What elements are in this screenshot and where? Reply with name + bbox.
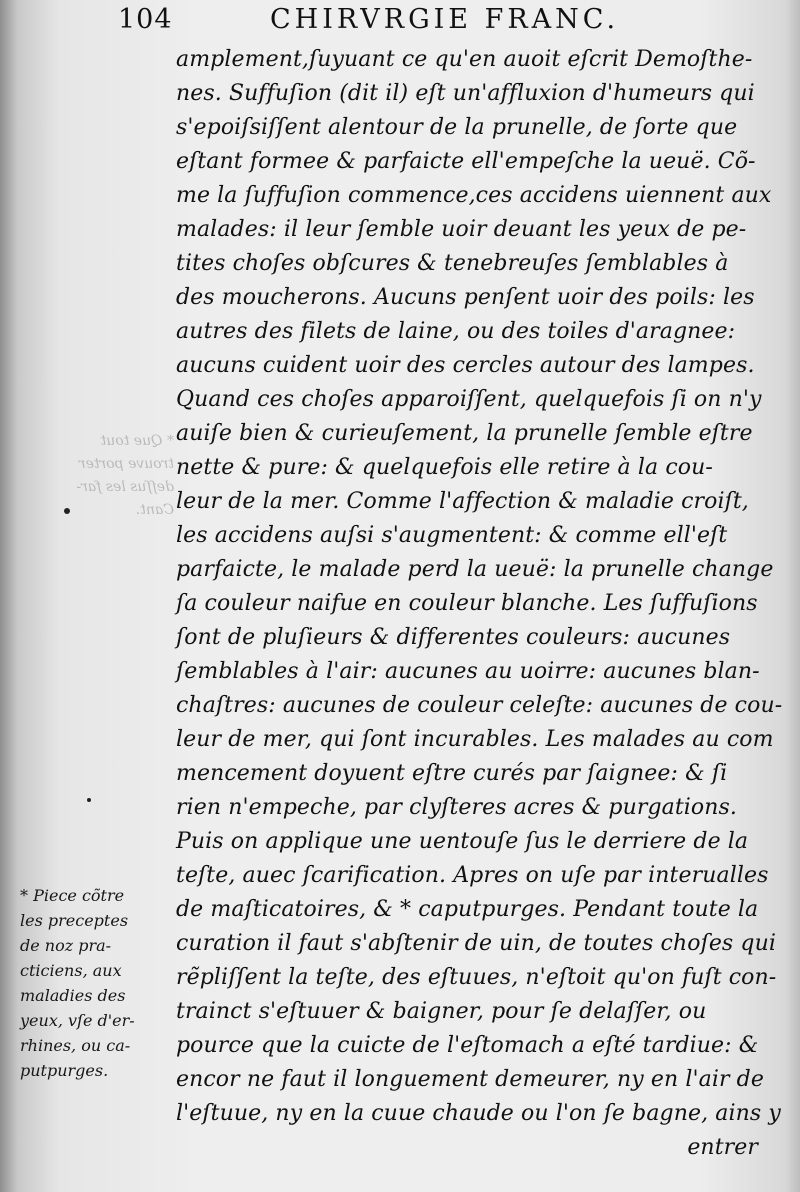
text-line: auiſe bien & curieuſement, la prunelle ſemble eſtre — [176, 421, 753, 446]
bleed-through-line: trouve porter — [78, 456, 174, 472]
text-line: ſemblables à l'air: aucunes au uoirre: aucunes blan- — [176, 659, 760, 684]
text-line: leur de mer, qui ſont incurables. Les malades au com — [176, 727, 774, 752]
text-line: aucuns cuident uoir des cercles autour des lampes. — [176, 353, 755, 378]
margin-note-line: * Piece cõtre — [20, 886, 125, 905]
text-line: trainct s'eſtuuer & baigner, pour ſe delaſſer, ou — [176, 999, 707, 1024]
text-line: encor ne faut il longuement demeurer, ny en l'air de — [176, 1067, 764, 1092]
ink-speck — [64, 508, 70, 514]
text-line: entrer — [687, 1135, 758, 1160]
text-line: ſont de pluſieurs & differentes couleurs: aucunes — [176, 625, 731, 650]
margin-note-line: rhines, ou ca- — [20, 1036, 131, 1055]
margin-note-line: les preceptes — [20, 911, 129, 930]
text-line: curation il faut s'abſtenir de uin, de toutes choſes qui — [176, 931, 777, 956]
text-line: nette & pure: & quelquefois elle retire à la cou- — [176, 455, 713, 480]
page-header — [118, 4, 678, 40]
margin-note-line: maladies des — [20, 986, 126, 1005]
margin-note-line: putpurges. — [20, 1061, 109, 1080]
text-line: chaſtres: aucunes de couleur celeſte: aucunes de cou- — [176, 693, 783, 718]
text-line: l'eſtuue, ny en la cuue chaude ou l'on ſe bagne, ains y — [176, 1101, 781, 1126]
text-line: malades: il leur ſemble uoir deuant les yeux de pe- — [176, 217, 747, 242]
text-line: des moucherons. Aucuns penſent uoir des poils: les — [176, 285, 755, 310]
margin-note-line: de noz pra- — [20, 936, 112, 955]
bleed-through-text — [34, 430, 174, 522]
text-line: les accidens auſsi s'augmentent: & comme ell'eſt — [176, 523, 728, 548]
running-title: CHIRVRGIE FRANC. — [270, 4, 620, 35]
ink-speck — [87, 798, 91, 802]
bleed-through-line: deſſus les far- — [76, 479, 174, 495]
margin-note-line: cticiens, aux — [20, 961, 122, 980]
margin-note — [20, 883, 176, 1083]
text-line: rẽpliſſent la teſte, des eſtuues, n'eſtoit qu'on fuſt con- — [176, 965, 777, 990]
text-line: me la ſuffuſion commence,ces accidens uiennent aux — [176, 183, 772, 208]
text-line: ſa couleur naifue en couleur blanche. Les ſuffuſions — [176, 591, 758, 616]
margin-note-line: yeux, vſe d'er- — [20, 1011, 135, 1030]
text-line: parfaicte, le malade perd la ueuë: la prunelle change — [176, 557, 774, 582]
text-line: mencement doyuent eſtre curés par ſaignee: & ſi — [176, 761, 728, 786]
text-line: nes. Suffuſion (dit il) eſt un'affluxion d'humeurs qui — [176, 81, 755, 106]
text-line: s'epoiſsiſſent alentour de la prunelle, de ſorte que — [176, 115, 738, 140]
text-line: de maſticatoires, & * caputpurges. Pendant toute la — [176, 897, 759, 922]
bleed-through-line: Cant. — [135, 502, 174, 518]
text-line: teſte, auec ſcarification. Apres on uſe par interualles — [176, 863, 769, 888]
text-line: Puis on applique une uentouſe ſus le derriere de la — [176, 829, 749, 854]
text-line: pource que la cuicte de l'eſtomach a eſté tardiue: & — [176, 1033, 759, 1058]
text-line: tites choſes obſcures & tenebreuſes ſemblables à — [176, 251, 729, 276]
text-line: amplement,ſuyuant ce qu'en auoit eſcrit Demoſthe- — [176, 47, 753, 72]
text-line: autres des filets de laine, ou des toiles d'aragnee: — [176, 319, 736, 344]
text-line: leur de la mer. Comme l'affection & maladie croiſt, — [176, 489, 749, 514]
text-line: rien n'empeche, par clyſteres acres & purgations. — [176, 795, 738, 820]
page-number: 104 — [118, 4, 173, 35]
text-line: eſtant formee & parfaicte ell'empeſche la ueuë. Cõ- — [176, 149, 756, 174]
main-text-block — [176, 43, 783, 1165]
text-line: Quand ces choſes apparoiſſent, quelquefois ſi on n'y — [176, 387, 762, 412]
bleed-through-line: * Que tout — [100, 433, 174, 449]
